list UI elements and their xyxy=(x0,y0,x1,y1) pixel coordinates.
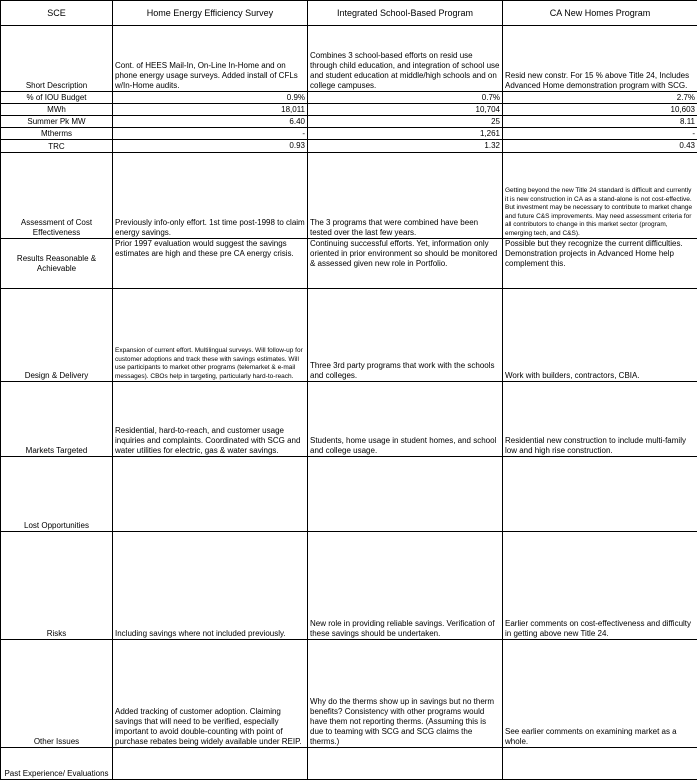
row-label-other: Other Issues xyxy=(1,640,113,748)
col-header-hees: Home Energy Efficiency Survey xyxy=(113,1,308,26)
iou-budget-new-homes: 2.7% xyxy=(503,92,697,104)
summer-pk-new-homes: 8.11 xyxy=(503,116,697,128)
row-label-summer-pk: Summer Pk MW xyxy=(1,116,113,128)
assessment-row xyxy=(1,153,697,239)
mwh-new-homes: 10,603 xyxy=(503,104,697,116)
markets-row xyxy=(1,382,697,457)
risks-row xyxy=(1,532,697,640)
short-description-school: Combines 3 school-based efforts on resid use through child education, and integration of school use and student education at middle/high schools and on college campuses. xyxy=(308,26,503,92)
summer-pk-school: 25 xyxy=(308,116,503,128)
risks-school: New role in providing reliable savings. Verification of these savings should be undertaken. xyxy=(308,532,503,640)
lost-new-homes xyxy=(503,457,697,532)
row-label-results: Results Reasonable & Achievable xyxy=(1,239,113,289)
mtherms-hees: - xyxy=(113,128,308,140)
risks-new-homes: Earlier comments on cost-effectiveness and difficulty in getting above new Title 24. xyxy=(503,532,697,640)
mtherms-row xyxy=(1,128,697,140)
mwh-hees: 18,011 xyxy=(113,104,308,116)
results-hees: Prior 1997 evaluation would suggest the savings estimates are high and these pre CA energy crisis. xyxy=(113,239,308,289)
lost-school xyxy=(308,457,503,532)
header-row xyxy=(1,1,697,26)
mwh-school: 10,704 xyxy=(308,104,503,116)
row-label-markets: Markets Targeted xyxy=(1,382,113,457)
sce-header: SCE xyxy=(1,1,113,26)
row-label-risks: Risks xyxy=(1,532,113,640)
design-hees: Expansion of current effort. Multilingual surveys. Will follow-up for customer adoptions and track these with savings estimates. Will use participants to market other programs (telemarket & e-mail messages). CBOs help in targeting, particularly hard-to-reach. xyxy=(113,289,308,382)
past-new-homes xyxy=(503,748,697,780)
results-new-homes: Possible but they recognize the current difficulties. Demonstration projects in Advanced Home help complement this. xyxy=(503,239,697,289)
assessment-school: The 3 programs that were combined have been tested over the last few years. xyxy=(308,153,503,239)
short-description-hees: Cont. of HEES Mail-In, On-Line In-Home and on phone energy usage surveys. Added install of CFLs w/In-Home audits. xyxy=(113,26,308,92)
risks-hees: Including savings where not included previously. xyxy=(113,532,308,640)
markets-new-homes: Residential new construction to include multi-family low and high rise construction. xyxy=(503,382,697,457)
other-school: Why do the therms show up in savings but no therm benefits? Consistency with other programs would have them not reporting therms. (Assuming this is due to teaming with SCG and SCG claims the therms.) xyxy=(308,640,503,748)
past-experience-row xyxy=(1,748,697,780)
iou-budget-hees: 0.9% xyxy=(113,92,308,104)
results-school: Continuing successful efforts. Yet, information only oriented in prior environment so should be monitored & assessed given new role in Portfolio. xyxy=(308,239,503,289)
trc-row xyxy=(1,140,697,153)
row-label-short-description: Short Description xyxy=(1,26,113,92)
mtherms-new-homes: - xyxy=(503,128,697,140)
row-label-past: Past Experience/ Evaluations xyxy=(1,748,113,780)
short-description-new-homes: Resid new constr. For 15 % above Title 24, Includes Advanced Home demonstration program with SCG. xyxy=(503,26,697,92)
summer-pk-hees: 6.40 xyxy=(113,116,308,128)
summer-pk-row xyxy=(1,116,697,128)
row-label-mtherms: Mtherms xyxy=(1,128,113,140)
mtherms-school: 1,261 xyxy=(308,128,503,140)
past-school xyxy=(308,748,503,780)
past-hees xyxy=(113,748,308,780)
design-row xyxy=(1,289,697,382)
row-label-assessment: Assessment of Cost Effectiveness xyxy=(1,153,113,239)
lost-hees xyxy=(113,457,308,532)
assessment-hees: Previously info-only effort. 1st time post-1998 to claim energy savings. xyxy=(113,153,308,239)
assessment-new-homes: Getting beyond the new Title 24 standard is difficult and currently it is new construction in CA as a stand-alone is not cost-effective. But investment may be necessary to contribute to market change and future C&S improvements. May need assessment criteria for all contributors to change in this market sector (program, emerging tech, and C&S). xyxy=(503,153,697,239)
row-label-mwh: MWh xyxy=(1,104,113,116)
row-label-trc: TRC xyxy=(1,140,113,153)
other-new-homes: See earlier comments on examining market as a whole. xyxy=(503,640,697,748)
row-label-design: Design & Delivery xyxy=(1,289,113,382)
iou-budget-row xyxy=(1,92,697,104)
iou-budget-school: 0.7% xyxy=(308,92,503,104)
trc-school: 1.32 xyxy=(308,140,503,153)
design-school: Three 3rd party programs that work with the schools and colleges. xyxy=(308,289,503,382)
col-header-school: Integrated School-Based Program xyxy=(308,1,503,26)
short-description-row xyxy=(1,26,697,92)
col-header-new-homes: CA New Homes Program xyxy=(503,1,697,26)
markets-hees: Residential, hard-to-reach, and customer usage inquiries and complaints. Coordinated with SCG and water utilities for electric, gas & water savings. xyxy=(113,382,308,457)
trc-hees: 0.93 xyxy=(113,140,308,153)
row-label-iou-budget: % of IOU Budget xyxy=(1,92,113,104)
other-hees: Added tracking of customer adoption. Claiming savings that will need to be verified, especially important to avoid double-counting with point of purchase rebates being widely available under REIP. xyxy=(113,640,308,748)
row-label-lost: Lost Opportunities xyxy=(1,457,113,532)
lost-opportunities-row xyxy=(1,457,697,532)
results-row xyxy=(1,239,697,289)
markets-school: Students, home usage in student homes, and school and college usage. xyxy=(308,382,503,457)
trc-new-homes: 0.43 xyxy=(503,140,697,153)
mwh-row xyxy=(1,104,697,116)
other-issues-row xyxy=(1,640,697,748)
design-new-homes: Work with builders, contractors, CBIA. xyxy=(503,289,697,382)
